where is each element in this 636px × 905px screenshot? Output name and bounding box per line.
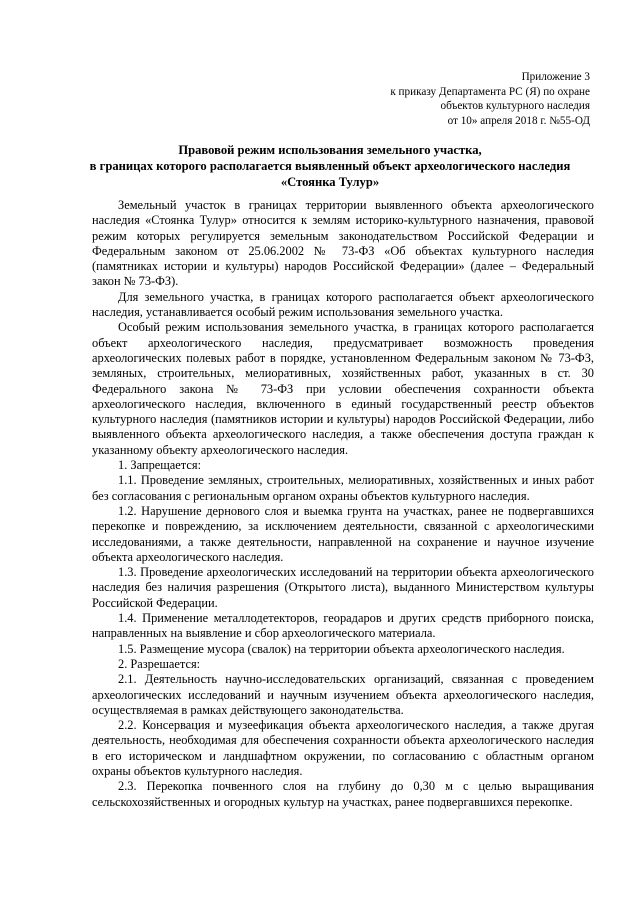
item-1-1: 1.1. Проведение земляных, строительных, мелиоративных, хозяйственных и иных работ без согласования с региональным органом охраны объектов культурного наследия. — [92, 473, 594, 503]
appendix-line-2: к приказу Департамента РС (Я) по охране — [390, 85, 590, 98]
title-line-3: «Стоянка Тулур» — [280, 175, 380, 189]
paragraph-special-regime: Для земельного участка, в границах которого располагается объект археологического наследия, устанавливается особый режим использования земельного участка. — [92, 289, 594, 320]
document-body — [92, 198, 594, 810]
title-line-1: Правовой режим использования земельного участка, — [178, 143, 482, 157]
item-2-2: 2.2. Консервация и музеефикация объекта археологического наследия, а также другая деятельность, необходимая для обеспечения сохранности объекта археологического наследия в его историческом и ландшафтном окружении, по согласованию с областным органом охраны объектов культурного наследия. — [92, 718, 594, 778]
paragraph-intro: Земельный участок в границах территории выявленного объекта археологического наследия «Стоянка Тулур» относится к землям историко-культурного назначения, правовой режим которых регулируется земельным законодательством Российской Федерации и Федеральным законом от 25.06.2002 № 73-ФЗ «Об объектах культурного наследия (памятниках истории и культуры) народов Российской Федерации» (далее – Федеральный закон № 73-ФЗ). — [92, 198, 594, 289]
item-2-1: 2.1. Деятельность научно-исследовательских организаций, связанная с проведением археологических исследований и научным изучением объекта археологического наследия, осуществляемая в рамках действующего законодательства. — [92, 672, 594, 717]
item-1-5: 1.5. Размещение мусора (свалок) на территории объекта археологического наследия. — [118, 641, 565, 656]
paragraph-regime-details: Особый режим использования земельного участка, в границах которого располагается объект археологического наследия, предусматривает возможность проведения археологических полевых работ в порядке, установленном Федеральным законом № 73-ФЗ, земляных, строительных, мелиоративных, хозяйственных работ, указанных в ст. 30 Федерального закона № 73-ФЗ при условии обеспечения сохранности объекта археологического наследия, включенного в единый государственный реестр объектов культурного наследия (памятников истории и культуры) народов Российской Федерации, либо выявленного объекта археологического наследия, а также обеспечения доступа граждан к указанному объекту археологического наследия. — [92, 320, 594, 457]
appendix-line-4: от 10» апреля 2018 г. №55-ОД — [447, 114, 590, 127]
appendix-header — [290, 70, 590, 128]
appendix-line-3: объектов культурного наследия — [440, 100, 590, 113]
item-2-3: 2.3. Перекопка почвенного слоя на глубину до 0,30 м с целью выращивания сельскохозяйственных и огородных культур на участках, ранее подвергавшихся перекопке. — [92, 779, 594, 809]
item-1-3: 1.3. Проведение археологических исследований на территории объекта археологического наследия без наличия разрешения (Открытого листа), выданного Министерством культуры Российской Федерации. — [92, 565, 594, 610]
title-line-2: в границах которого располагается выявленный объект археологического наследия — [89, 159, 571, 173]
appendix-line-1: Приложение 3 — [521, 71, 590, 83]
section-allowed-heading: 2. Разрешается: — [118, 656, 201, 671]
item-1-4: 1.4. Применение металлодетекторов, георадаров и других средств приборного поиска, направленных на выявление и сбор археологического материала. — [92, 611, 594, 641]
document-title — [60, 142, 600, 190]
section-prohibited-heading: 1. Запрещается: — [118, 458, 202, 473]
item-1-2: 1.2. Нарушение дернового слоя и выемка грунта на участках, ранее не подвергавшихся перекопке и повреждению, за исключением деятельности, связанной с археологическими исследованиями, а также деятельности, направленной на сохранение и научное изучение объекта археологического наследия. — [92, 503, 594, 564]
